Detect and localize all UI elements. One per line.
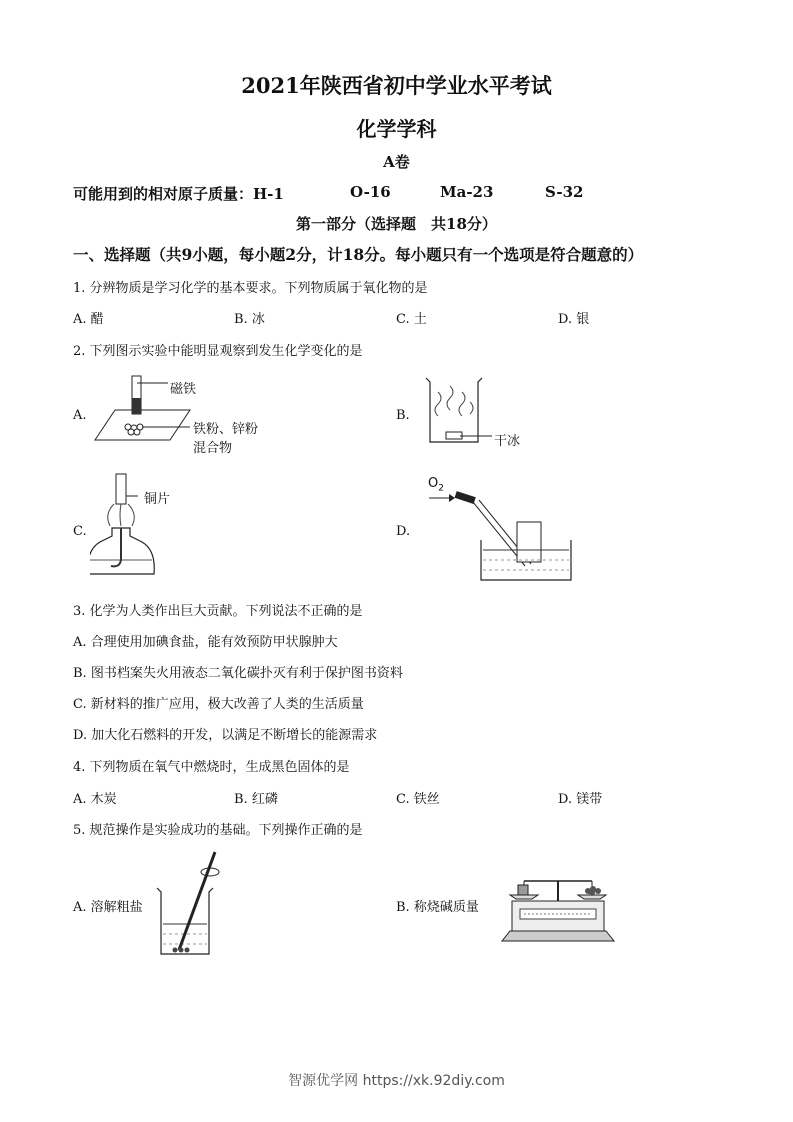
q4-option-d: D. 镁带 <box>558 792 603 807</box>
q2-a-label: A. <box>73 408 87 423</box>
exam-title: 2021年陕西省初中学业水平考试 <box>241 73 552 98</box>
q5-option-a: A. 溶解粗盐 <box>73 900 143 915</box>
balance-scale-diagram <box>498 855 618 945</box>
oxygen-subscript: 2 <box>438 483 444 494</box>
q3-stem: 3. 化学为人类作出巨大贡献。下列说法不正确的是 <box>73 604 363 619</box>
q2-a-magnet-label: 磁铁 <box>170 382 197 397</box>
q2-a-powder-label: 铁粉、锌粉 <box>193 422 259 437</box>
q2-c-label: C. <box>73 524 87 539</box>
part-title: 第一部分（选择题 共18分） <box>296 215 497 233</box>
q3-option-d: D. 加大化石燃料的开发，以满足不断增长的能源需求 <box>73 728 378 743</box>
q1-option-b: B. 冰 <box>234 312 265 327</box>
subject-title: 化学学科 <box>356 117 437 141</box>
atomic-mass-s: S-32 <box>545 183 584 201</box>
oxygen-symbol: O <box>428 476 439 491</box>
q2-c-copper-label: 铜片 <box>144 492 171 507</box>
atomic-mass-o: O-16 <box>350 183 391 201</box>
q1-option-d: D. 银 <box>558 312 590 327</box>
q4-option-c: C. 铁丝 <box>396 792 440 807</box>
q4-option-b: B. 红磷 <box>234 792 278 807</box>
q3-option-a: A. 合理使用加碘食盐，能有效预防甲状腺肿大 <box>73 635 338 650</box>
q2-stem: 2. 下列图示实验中能明显观察到发生化学变化的是 <box>73 344 363 359</box>
q2-d-label: D. <box>396 524 411 539</box>
q2-b-label: B. <box>396 408 410 423</box>
q1-option-c: C. 土 <box>396 312 427 327</box>
q4-option-a: A. 木炭 <box>73 792 117 807</box>
q3-option-c: C. 新材料的推广应用，极大改善了人类的生活质量 <box>73 697 364 712</box>
q1-stem: 1. 分辨物质是学习化学的基本要求。下列物质属于氧化物的是 <box>73 281 428 296</box>
volume-label: A卷 <box>383 153 410 171</box>
footer-watermark: 智源优学网 https://xk.92diy.com <box>288 1073 505 1089</box>
q3-option-b: B. 图书档案失火用液态二氧化碳扑灭有利于保护图书资料 <box>73 666 403 681</box>
q4-stem: 4. 下列物质在氧气中燃烧时，生成黑色固体的是 <box>73 760 350 775</box>
q2-b-dryice-label: 干冰 <box>494 434 521 449</box>
q5-option-b: B. 称烧碱质量 <box>396 900 479 915</box>
dissolving-beaker-diagram <box>155 850 225 960</box>
q1-option-a: A. 醋 <box>73 312 104 327</box>
atomic-mass-h: 可能用到的相对原子质量：H-1 <box>73 185 284 203</box>
atomic-mass-line <box>73 183 713 203</box>
oxygen-collection-diagram <box>425 488 585 588</box>
q2-a-mixture-label: 混合物 <box>193 441 233 456</box>
q5-stem: 5. 规范操作是实验成功的基础。下列操作正确的是 <box>73 823 363 838</box>
atomic-mass-na: Ma-23 <box>440 183 494 201</box>
section-title: 一、选择题（共9小题，每小题2分，计18分。每小题只有一个选项是符合题意的） <box>73 245 644 264</box>
dry-ice-beaker-diagram <box>420 372 540 452</box>
